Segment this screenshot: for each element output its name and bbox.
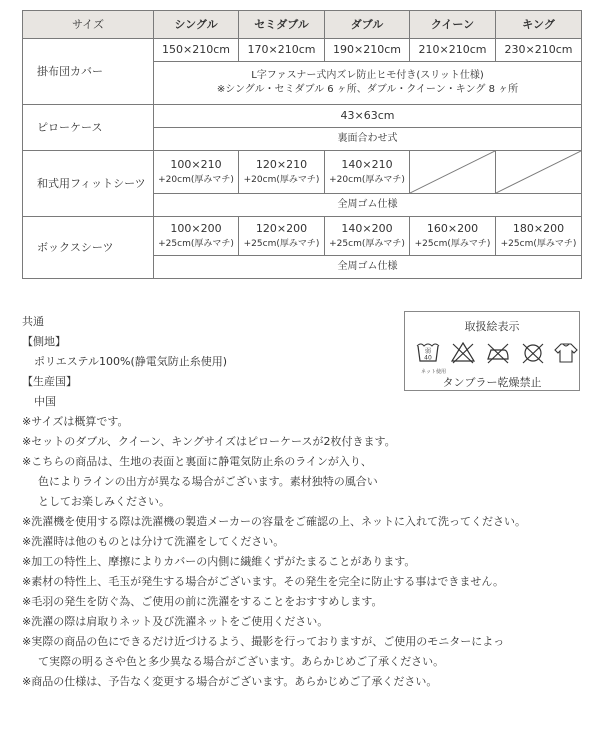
row-label-comforter-cover: 掛布団カバー: [23, 39, 154, 105]
note-line: ※実際の商品の色にできるだけ近づけるよう、撮影を行っておりますが、ご使用のモニターによっ: [22, 635, 505, 648]
note-line: ※洗濯機を使用する際は洗濯機の製造メーカーの容量をご確認の上、ネットに入れて洗ってください。: [22, 515, 526, 528]
note-line: ※毛羽の発生を防ぐ為、ご使用の前に洗濯をすることをおすすめします。: [22, 595, 383, 608]
size-value: 100×210: [170, 157, 222, 171]
column-header-semi-double: セミダブル: [239, 11, 325, 39]
column-header-queen: クイーン: [410, 11, 496, 39]
note-line: 色によりラインの出方が異なる場合がございます。素材独特の風合い: [38, 475, 378, 488]
gusset-value: +25cm(厚みマチ): [243, 238, 320, 249]
size-value: 180×200: [512, 221, 565, 235]
table-cell: [239, 151, 325, 194]
table-cell: [325, 217, 410, 256]
table-row: [23, 217, 582, 256]
comforter-note-line-1: L字ファスナー式内ズレ防止ヒモ付き(スリット仕様): [251, 70, 484, 81]
table-cell: [239, 217, 325, 256]
gusset-value: +20cm(厚みマチ): [243, 174, 320, 185]
size-column-header: サイズ: [23, 11, 154, 39]
table-cell: 190×210cm: [325, 39, 410, 62]
size-value: 120×200: [255, 221, 308, 235]
size-value: 140×210: [341, 157, 393, 171]
size-value: 100×200: [170, 221, 222, 235]
gusset-value: +20cm(厚みマチ): [158, 174, 234, 185]
table-cell: 230×210cm: [496, 39, 582, 62]
note-line: ※洗濯の際は肩取りネット及び洗濯ネットをご使用ください。: [22, 615, 329, 628]
diagonal-slash: [410, 151, 495, 193]
care-label-title: 取扱絵表示: [464, 320, 520, 333]
table-row: [23, 105, 582, 128]
row-label-fitted-sheet: 和式用フィットシーツ: [23, 151, 154, 217]
wash-label: 弱: [424, 348, 432, 355]
note-line: としてお楽しみください。: [38, 495, 170, 508]
care-label-note: タンブラー乾燥禁止: [442, 376, 542, 389]
column-header-single: シングル: [154, 11, 239, 39]
not-available-cell: [410, 151, 496, 194]
size-spec-table: [22, 10, 582, 279]
fitted-spec-note: 全周ゴム仕様: [154, 194, 582, 217]
gusset-value: +25cm(厚みマチ): [329, 238, 405, 249]
hang-dry-icon: [553, 339, 579, 367]
size-value: 140×200: [341, 221, 393, 235]
note-line: て実際の明るさや色と多少異なる場合がございます。あらかじめご了承ください。: [38, 655, 445, 668]
origin-heading: 【生産国】: [22, 375, 77, 388]
size-value: 160×200: [426, 221, 479, 235]
table-cell: 210×210cm: [410, 39, 496, 62]
table-cell: 150×210cm: [154, 39, 239, 62]
table-row: [23, 151, 582, 194]
row-label-box-sheet: ボックスシーツ: [23, 217, 154, 279]
row-label-pillow-case: ピローケース: [23, 105, 154, 151]
pillow-spec-note: 裏面合わせ式: [154, 128, 582, 151]
gusset-value: +25cm(厚みマチ): [158, 238, 234, 249]
gusset-value: +25cm(厚みマチ): [500, 238, 577, 249]
comforter-spec-note: [154, 62, 582, 105]
origin-value: 中国: [34, 395, 56, 408]
table-row: [23, 39, 582, 62]
table-cell: [154, 217, 239, 256]
table-cell: 43×63cm: [154, 105, 582, 128]
note-line: ※商品の仕様は、予告なく変更する場合がございます。あらかじめご了承ください。: [22, 675, 438, 688]
fabric-value: ポリエステル100%(静電気防止糸使用): [34, 355, 228, 368]
wash-temperature: 40: [424, 354, 432, 362]
note-line: ※素材の特性上、毛玉が発生する場合がございます。その発生を完全に防止する事はできません。: [22, 575, 504, 588]
gusset-value: +20cm(厚みマチ): [329, 174, 405, 185]
comforter-note-line-2: ※シングル・セミダブル 6 ヶ所、ダブル・クイーン・キング 8 ヶ所: [216, 84, 519, 95]
diagonal-slash: [496, 151, 581, 193]
gusset-value: +25cm(厚みマチ): [414, 238, 491, 249]
table-cell: 170×210cm: [239, 39, 325, 62]
table-header-row: [23, 11, 582, 39]
table-cell: [496, 217, 582, 256]
note-line: ※こちらの商品は、生地の表面と裏面に静電気防止糸のラインが入り、: [22, 455, 372, 468]
table-cell: [154, 151, 239, 194]
net-use-caption: ネット使用: [421, 369, 447, 375]
column-header-king: キング: [496, 11, 582, 39]
column-header-double: ダブル: [325, 11, 410, 39]
product-notes: [22, 312, 526, 692]
fabric-heading: 【側地】: [22, 335, 66, 348]
note-line: ※加工の特性上、摩擦によりカバーの内側に繊維くずがたまることがあります。: [22, 555, 416, 568]
note-line: ※洗濯時は他のものとは分けて洗濯をしてください。: [22, 535, 285, 548]
table-cell: [325, 151, 410, 194]
note-line: ※サイズは概算です。: [22, 415, 129, 428]
table-cell: [410, 217, 496, 256]
box-spec-note: 全周ゴム仕様: [154, 256, 582, 279]
note-line: ※セットのダブル、クイーン、キングサイズはピローケースが2枚付きます。: [22, 435, 396, 448]
common-label: 共通: [22, 315, 44, 328]
not-available-cell: [496, 151, 582, 194]
size-value: 120×210: [255, 157, 308, 171]
